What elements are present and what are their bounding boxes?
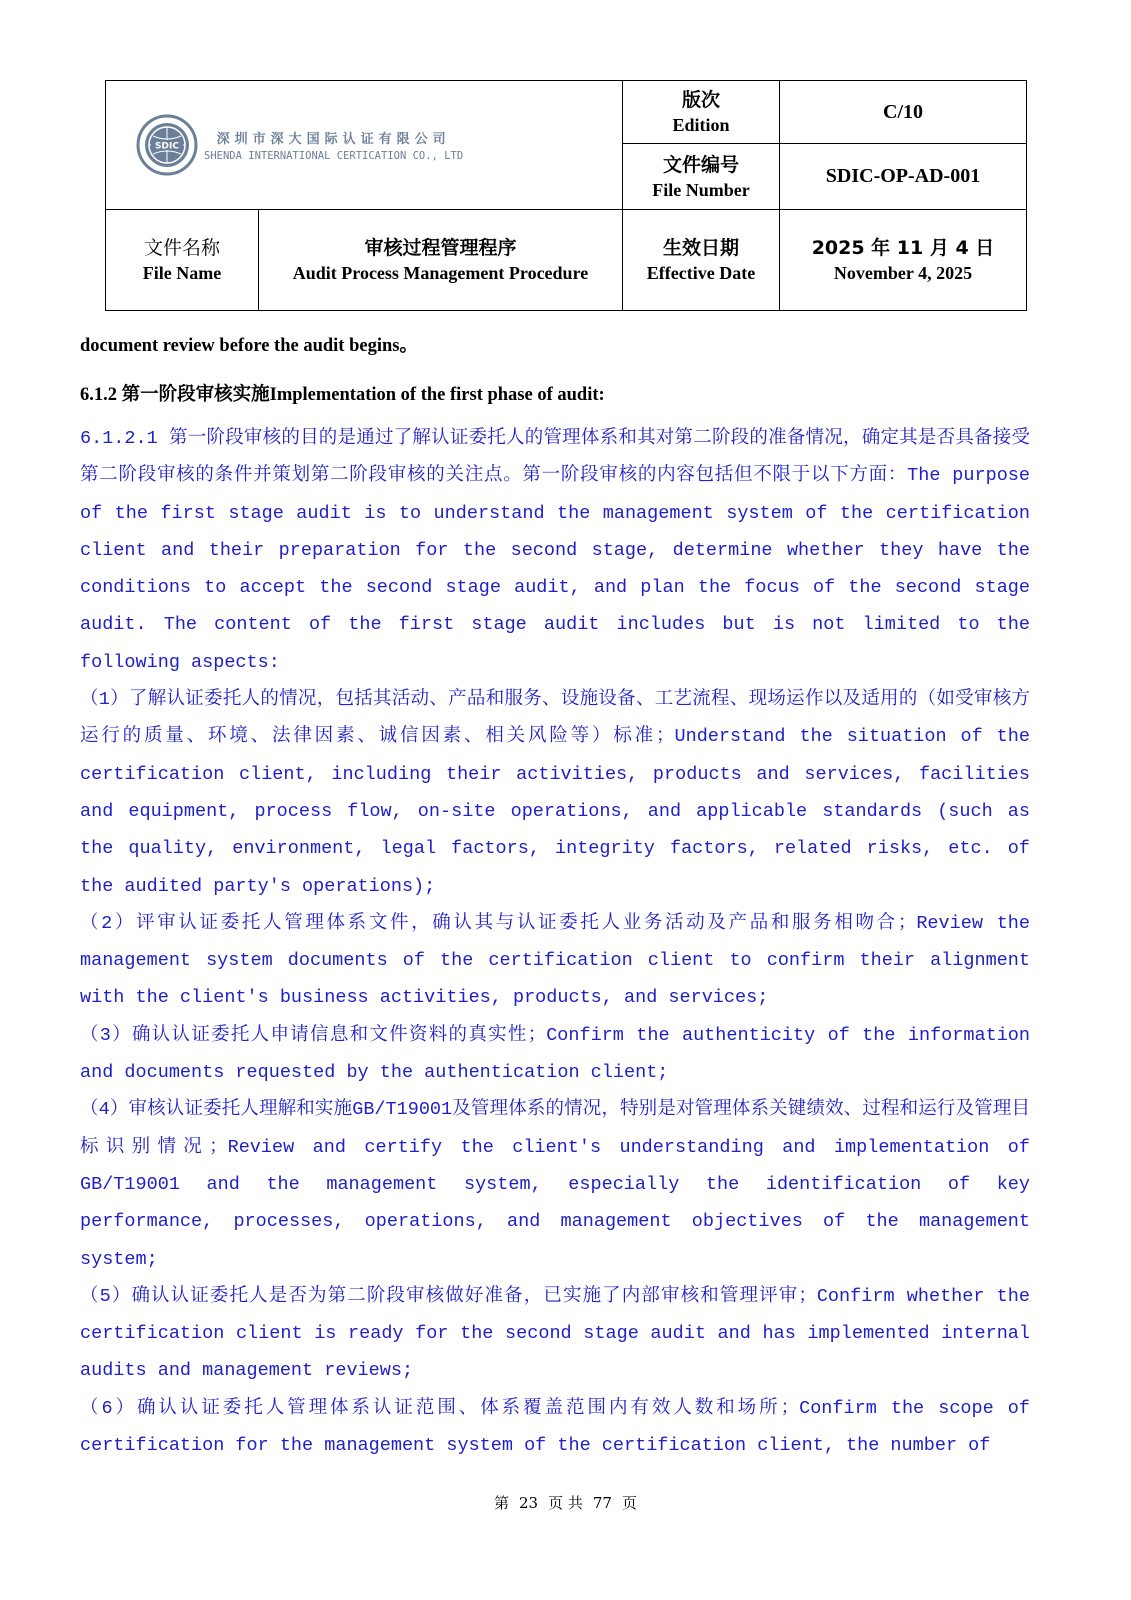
edition-value-cell bbox=[780, 81, 1026, 144]
list-item: （4）审核认证委托人理解和实施GB/T19001及管理体系的情况，特别是对管理体系关键绩效、过程和运行及管理目标识别情况；Review and certify the client's understanding and implementation of GB/T19001 and the management system, especially the identification of key performance, processes, operations, and management objectives of the management system; bbox=[80, 1099, 1030, 1270]
file-name-label-cell bbox=[106, 210, 259, 310]
section-heading: 6.1.2 第一阶段审核实施Implementation of the first phase of audit: bbox=[80, 385, 605, 405]
page-total: 77 bbox=[592, 1494, 612, 1512]
page-mid: 页 共 bbox=[548, 1494, 583, 1512]
list-item: （2）评审认证委托人管理体系文件，确认其与认证委托人业务活动及产品和服务相吻合；Review the management system documents of the certification client to confirm their alignment with the client's business activities, products, and services; bbox=[80, 912, 1030, 1009]
list-item: （3）确认认证委托人申请信息和文件资料的真实性；Confirm the authenticity of the information and documents requested by the authentication client; bbox=[80, 1024, 1030, 1084]
file-number-label-zh: 文件编号 bbox=[662, 153, 739, 176]
company-name-en: SHENDA INTERNATIONAL CERTICATION CO., LTD bbox=[204, 150, 464, 162]
company-logo-cell bbox=[106, 81, 623, 210]
file-number-value-cell bbox=[780, 144, 1026, 210]
file-number-label-cell bbox=[623, 144, 780, 210]
edition-label-zh: 版次 bbox=[681, 89, 720, 111]
edition-label-cell bbox=[623, 81, 780, 144]
list-item: （1）了解认证委托人的情况，包括其活动、产品和服务、设施设备、工艺流程、现场运作以及适用的（如受审核方运行的质量、环境、法律因素、诚信因素、相关风险等）标准；Understand the situation of the certification client, including their activities, products and services, facilities and equipment, process flow, on-site operations, and applicable standards (such as the quality, environment, legal factors, integrity factors, related risks, etc. of the audited party's operations); bbox=[80, 689, 1030, 897]
file-name-label-zh: 文件名称 bbox=[143, 237, 220, 259]
effective-date-label-zh: 生效日期 bbox=[662, 237, 739, 259]
file-name-label-en: File Name bbox=[142, 263, 222, 283]
effective-date-value-en: November 4, 2025 bbox=[833, 263, 973, 283]
page-suffix: 页 bbox=[621, 1494, 637, 1512]
file-number-label-en: File Number bbox=[652, 179, 750, 200]
company-name-zh: 深圳市深大国际认证有限公司 bbox=[216, 132, 451, 147]
list-item: （5）确认认证委托人是否为第二阶段审核做好准备，已实施了内部审核和管理评审；Confirm whether the certification client is ready for the second stage audit and has implemented internal audits and management reviews; bbox=[80, 1285, 1030, 1382]
document-header-table bbox=[105, 80, 1027, 311]
edition-label-en: Edition bbox=[672, 115, 730, 135]
company-logo-icon bbox=[136, 114, 198, 176]
effective-date-value-cell bbox=[780, 210, 1026, 310]
file-name-value-zh: 审核过程管理程序 bbox=[364, 237, 517, 259]
intro-paragraph: 6.1.2.1 第一阶段审核的目的是通过了解认证委托人的管理体系和其对第二阶段的准备情况，确定其是否具备接受第二阶段审核的条件并策划第二阶段审核的关注点。第一阶段审核的内容包括但不限于以下方面：The purpose of the first stage audit is to understand the management system of the certification client and their preparation for the second stage, determine whether they have the conditions to accept the second stage audit, and plan the focus of the second stage audit. The content of the first stage audit includes but is not limited to the following aspects: bbox=[80, 428, 1030, 673]
logo-text: SDIC bbox=[155, 141, 179, 152]
effective-date-value-zh: 2025 年 11 月 4 日 bbox=[811, 237, 995, 259]
page-current: 23 bbox=[519, 1494, 539, 1512]
continuation-text: document review before the audit begins。 bbox=[80, 336, 418, 356]
page-prefix: 第 bbox=[494, 1494, 510, 1512]
effective-date-label-en: Effective Date bbox=[646, 263, 756, 283]
list-item: （6）确认认证委托人管理体系认证范围、体系覆盖范围内有效人数和场所；Confirm the scope of certification for the management system of the certification client, the number of bbox=[80, 1397, 1030, 1457]
effective-date-label-cell bbox=[623, 210, 780, 310]
edition-value: C/10 bbox=[883, 100, 923, 123]
document-body bbox=[80, 322, 1030, 1464]
page-footer bbox=[0, 1492, 1131, 1513]
file-number-value: SDIC-OP-AD-001 bbox=[825, 165, 981, 187]
file-name-value-cell bbox=[259, 210, 623, 310]
file-name-value-en: Audit Process Management Procedure bbox=[292, 263, 589, 283]
